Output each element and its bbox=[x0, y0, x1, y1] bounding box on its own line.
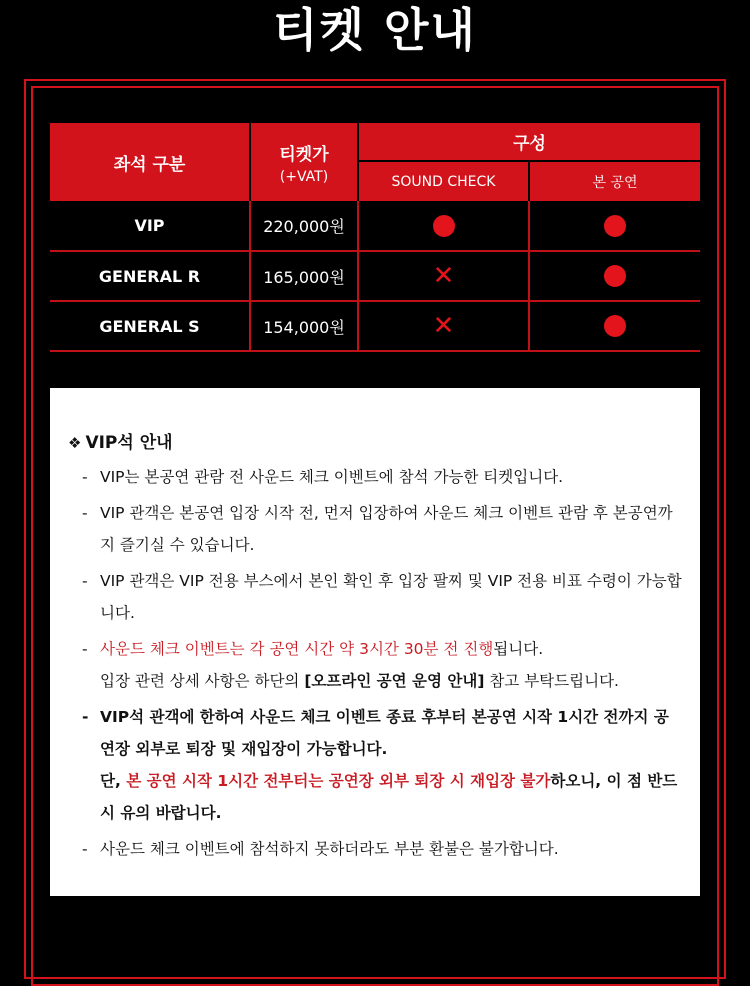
ticket-table bbox=[50, 123, 700, 352]
main-show-cell bbox=[529, 201, 700, 251]
header-price-vat: (+VAT) bbox=[279, 168, 329, 185]
item-text-highlight: 본 공연 시작 1시간 전부터는 공연장 외부 퇴장 시 재입장 불가 bbox=[126, 772, 551, 790]
seat-cell: GENERAL S bbox=[50, 301, 250, 351]
header-soundcheck: SOUND CHECK bbox=[358, 161, 529, 201]
price-cell: 220,000원 bbox=[250, 201, 358, 251]
dash-bullet: - bbox=[82, 640, 88, 658]
item-text-bold: 단, bbox=[100, 772, 127, 790]
soundcheck-cell bbox=[358, 251, 529, 301]
list-item bbox=[68, 497, 682, 561]
price-cell: 165,000원 bbox=[250, 251, 358, 301]
header-composition: 구성 bbox=[358, 123, 700, 161]
vip-info-heading: VIP석 안내 bbox=[85, 433, 173, 453]
included-dot-icon bbox=[604, 315, 626, 337]
item-text-bold: VIP석 관객에 한하여 사운드 체크 이벤트 종료 후부터 본공연 시작 1시간 전까지 공연장 외부로 퇴장 및 재입장이 가능합니다. bbox=[100, 708, 669, 758]
not-included-x-icon: ✕ bbox=[432, 261, 455, 291]
dash-bullet: - bbox=[82, 504, 88, 522]
diamond-bullet-icon: ❖ bbox=[68, 434, 82, 452]
item-text: VIP는 본공연 관람 전 사운드 체크 이벤트에 참석 가능한 티켓입니다. bbox=[100, 468, 564, 486]
header-main-show: 본 공연 bbox=[529, 161, 700, 201]
dash-bullet: - bbox=[82, 468, 88, 486]
item-text-bold: 하오니, 이 점 반드시 유의 바랍니다. bbox=[100, 772, 678, 822]
item-text: 됩니다. bbox=[493, 640, 544, 658]
list-item bbox=[68, 565, 682, 629]
dash-bullet: - bbox=[82, 708, 89, 726]
item-text: VIP 관객은 본공연 입장 시작 전, 먼저 입장하여 사운드 체크 이벤트 관람 후 본공연까지 즐기실 수 있습니다. bbox=[100, 504, 673, 554]
included-dot-icon bbox=[604, 215, 626, 237]
not-included-x-icon: ✕ bbox=[432, 311, 455, 341]
included-dot-icon bbox=[433, 215, 455, 237]
included-dot-icon bbox=[604, 265, 626, 287]
table-row bbox=[50, 251, 700, 301]
seat-cell: GENERAL R bbox=[50, 251, 250, 301]
list-item bbox=[68, 633, 682, 697]
table-row bbox=[50, 301, 700, 351]
soundcheck-cell bbox=[358, 301, 529, 351]
price-cell: 154,000원 bbox=[250, 301, 358, 351]
item-text: 사운드 체크 이벤트에 참석하지 못하더라도 부분 환불은 불가합니다. bbox=[100, 840, 559, 858]
list-item bbox=[68, 461, 682, 493]
dash-bullet: - bbox=[82, 572, 88, 590]
page-title: 티켓 안내 bbox=[273, 3, 477, 57]
item-text: VIP 관객은 VIP 전용 부스에서 본인 확인 후 입장 팔찌 및 VIP 전용 비표 수령이 가능합니다. bbox=[100, 572, 682, 622]
dash-bullet: - bbox=[82, 840, 88, 858]
header-price-label: 티켓가 bbox=[279, 144, 329, 165]
item-text-highlight: 사운드 체크 이벤트는 각 공연 시간 약 3시간 30분 전 진행 bbox=[100, 640, 494, 658]
seat-cell: VIP bbox=[50, 201, 250, 251]
header-price bbox=[250, 123, 358, 201]
vip-info-title bbox=[68, 428, 682, 453]
main-show-cell bbox=[529, 251, 700, 301]
soundcheck-cell bbox=[358, 201, 529, 251]
item-text: 입장 관련 상세 사항은 하단의 bbox=[100, 672, 305, 690]
header-seat: 좌석 구분 bbox=[50, 123, 250, 201]
table-row bbox=[50, 201, 700, 251]
main-show-cell bbox=[529, 301, 700, 351]
list-item bbox=[68, 833, 682, 865]
list-item bbox=[68, 701, 682, 829]
item-text: 참고 부탁드립니다. bbox=[484, 672, 619, 690]
vip-info-panel bbox=[50, 388, 700, 896]
item-text-bold: [오프라인 공연 운영 안내] bbox=[304, 672, 485, 690]
